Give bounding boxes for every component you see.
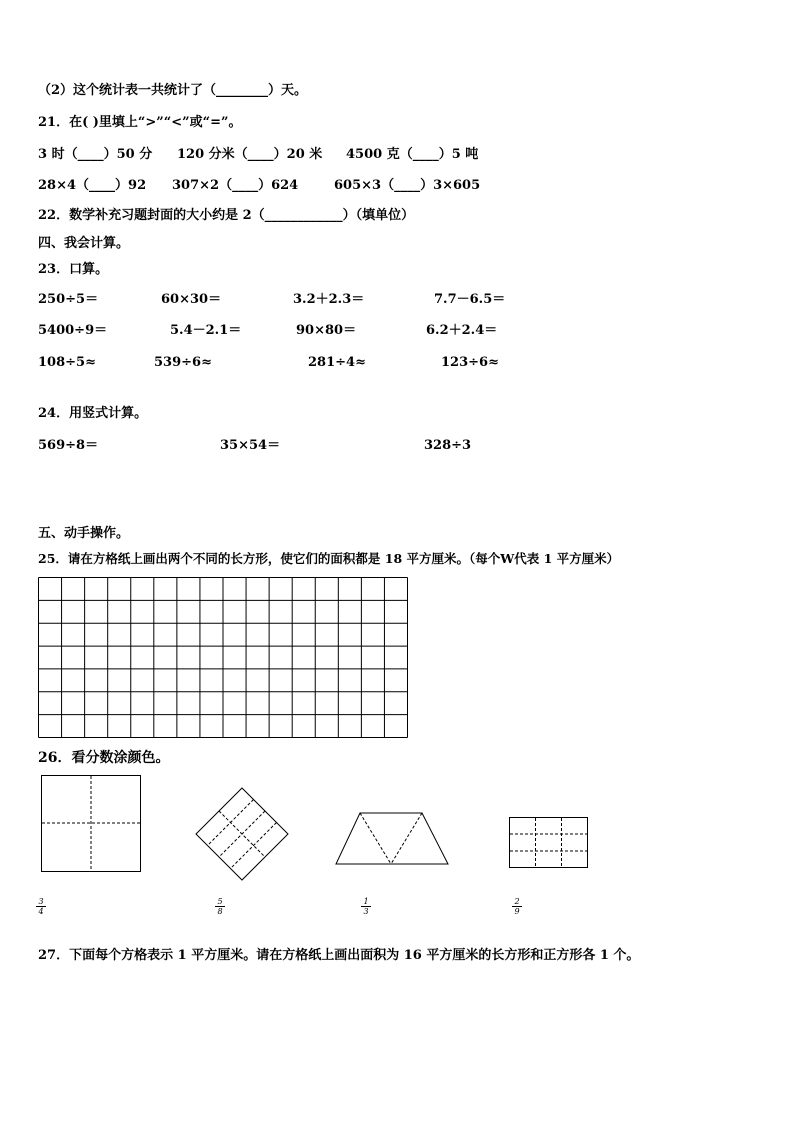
q24-title: 24．用竖式计算。 <box>38 406 148 421</box>
figure-rectangle-ninths <box>509 817 589 869</box>
q24-item: 35×54＝ <box>220 438 281 453</box>
q23-item: 5.4－2.1＝ <box>170 323 242 338</box>
fraction-label: $\frac{1}{3}$ <box>361 897 371 916</box>
section-4-heading: 四、我会计算。 <box>38 236 130 251</box>
q27-question: 27．下面每个方格表示 1 平方厘米。请在方格纸上画出面积为 16 平方厘米的长方形和正方形各 1 个。 <box>38 948 640 963</box>
q23-item: 60×30＝ <box>161 292 222 307</box>
q23-item: 5400÷9＝ <box>38 323 108 338</box>
fraction-label: $\frac{5}{8}$ <box>215 897 225 916</box>
fraction-label: $\frac{2}{9}$ <box>512 897 522 916</box>
q23-item: 7.7－6.5＝ <box>434 292 506 307</box>
q26-title: 26．看分数涂颜色。 <box>38 750 170 766</box>
q24-item: 569÷8＝ <box>38 438 99 453</box>
q20-sub-question: （2）这个统计表一共统计了（________）天。 <box>38 83 308 98</box>
q23-item: 90×80＝ <box>296 323 357 338</box>
q21-item-3: 4500 克（____）5 吨 <box>346 147 479 162</box>
fraction-label: $\frac{3}{4}$ <box>36 897 46 916</box>
figure-square-quarters <box>41 775 141 873</box>
figure-diamond-eighths <box>192 788 292 888</box>
q21-item-2: 120 分米（____）20 米 <box>177 147 323 162</box>
q21-title: 21．在( )里填上“>”“<”或“=”。 <box>38 115 242 130</box>
q25-question: 25．请在方格纸上画出两个不同的长方形，使它们的面积都是 18 平方厘米。（每个W代表 1 平方厘米） <box>38 551 620 566</box>
grid-paper[interactable] <box>38 577 408 738</box>
q23-item: 6.2＋2.4＝ <box>426 323 498 338</box>
q23-item: 250÷5＝ <box>38 292 99 307</box>
q21-item-4: 28×4（____）92 <box>38 178 147 193</box>
q24-item: 328÷3 <box>424 438 472 453</box>
q23-item: 108÷5≈ <box>38 355 96 370</box>
section-5-heading: 五、动手操作。 <box>38 526 130 541</box>
q23-item: 539÷6≈ <box>154 355 212 370</box>
q23-item: 123÷6≈ <box>441 355 499 370</box>
q21-item-5: 307×2（____）624 <box>172 178 299 193</box>
q23-title: 23．口算。 <box>38 262 109 277</box>
figure-trapezoid-thirds <box>334 812 450 866</box>
q23-item: 281÷4≈ <box>308 355 366 370</box>
q21-item-1: 3 时（____）50 分 <box>38 147 153 162</box>
q22-question: 22．数学补充习题封面的大小约是 2（____________）（填单位） <box>38 208 415 223</box>
q23-item: 3.2＋2.3＝ <box>293 292 365 307</box>
q21-item-6: 605×3（____）3×605 <box>334 178 481 193</box>
